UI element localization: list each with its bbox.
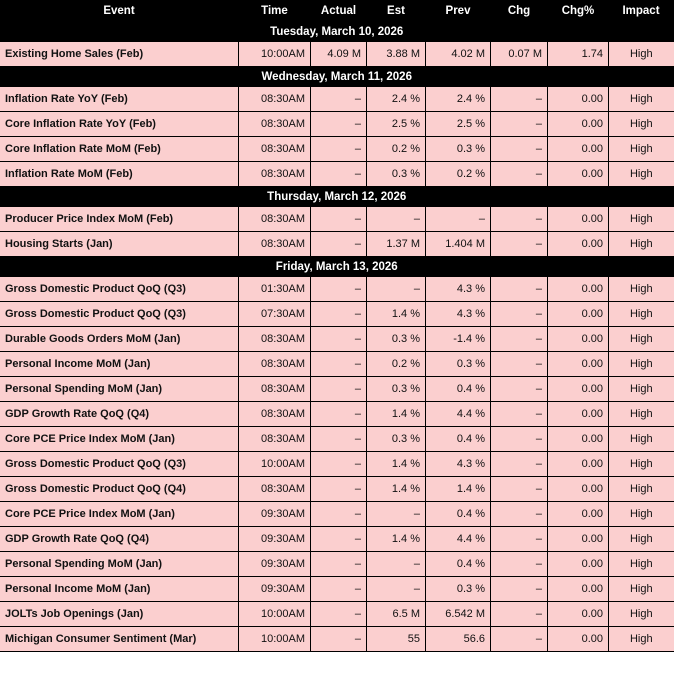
table-row[interactable] [0,302,674,327]
date-group-header [0,257,674,278]
cell-est: 1.37 M [367,232,426,257]
cell-time: 08:30AM [239,232,311,257]
cell-time: 07:30AM [239,302,311,327]
table-row[interactable] [0,87,674,112]
cell-time: 10:00AM [239,602,311,627]
cell-chg: – [491,277,548,302]
cell-event-name: Core PCE Price Index MoM (Jan) [0,427,239,452]
cell-actual: – [311,377,367,402]
cell-prev: 4.3 % [426,302,491,327]
cell-chg: – [491,402,548,427]
cell-chg-percent: 0.00 [548,352,609,377]
table-row[interactable] [0,137,674,162]
cell-est: 0.3 % [367,327,426,352]
column-header-time[interactable]: Time [239,0,311,22]
cell-chg-percent: 0.00 [548,602,609,627]
cell-chg-percent: 0.00 [548,112,609,137]
cell-chg-percent: 0.00 [548,527,609,552]
cell-prev: 0.3 % [426,577,491,602]
cell-event-name: Core PCE Price Index MoM (Jan) [0,502,239,527]
cell-impact: High [609,327,674,352]
column-header-actual[interactable]: Actual [311,0,367,22]
cell-chg-percent: 0.00 [548,277,609,302]
cell-chg-percent: 0.00 [548,137,609,162]
cell-prev: 0.4 % [426,502,491,527]
cell-chg-percent: 0.00 [548,232,609,257]
cell-chg-percent: 0.00 [548,162,609,187]
cell-impact: High [609,137,674,162]
cell-chg: – [491,527,548,552]
cell-event-name: Personal Spending MoM (Jan) [0,377,239,402]
cell-impact: High [609,87,674,112]
table-row[interactable] [0,162,674,187]
cell-est: – [367,207,426,232]
cell-est: 0.3 % [367,377,426,402]
cell-actual: – [311,452,367,477]
cell-chg: – [491,162,548,187]
cell-event-name: Inflation Rate YoY (Feb) [0,87,239,112]
cell-prev: 4.3 % [426,452,491,477]
table-row[interactable] [0,577,674,602]
cell-actual: – [311,577,367,602]
cell-prev: 0.3 % [426,352,491,377]
cell-prev: 0.4 % [426,552,491,577]
cell-est: 0.3 % [367,427,426,452]
cell-impact: High [609,162,674,187]
cell-chg-percent: 0.00 [548,452,609,477]
column-header-prev[interactable]: Prev [426,0,491,22]
date-group-header [0,22,674,42]
cell-prev: 4.4 % [426,402,491,427]
cell-event-name: Durable Goods Orders MoM (Jan) [0,327,239,352]
column-header-chg[interactable]: Chg [491,0,548,22]
cell-est: – [367,502,426,527]
cell-chg: – [491,112,548,137]
table-row[interactable] [0,277,674,302]
column-header-est[interactable]: Est [367,0,426,22]
cell-impact: High [609,352,674,377]
cell-chg-percent: 0.00 [548,577,609,602]
date-group-header [0,67,674,88]
date-group-label: Thursday, March 12, 2026 [0,187,674,208]
cell-actual: – [311,87,367,112]
cell-time: 01:30AM [239,277,311,302]
cell-chg-percent: 0.00 [548,502,609,527]
cell-chg: – [491,302,548,327]
cell-impact: High [609,377,674,402]
cell-impact: High [609,577,674,602]
cell-event-name: Personal Income MoM (Jan) [0,352,239,377]
cell-actual: – [311,207,367,232]
cell-impact: High [609,302,674,327]
table-row[interactable] [0,42,674,67]
cell-chg-percent: 0.00 [548,552,609,577]
date-group-header [0,187,674,208]
cell-actual: – [311,502,367,527]
cell-est: 0.2 % [367,352,426,377]
cell-chg: – [491,602,548,627]
cell-est: 3.88 M [367,42,426,67]
table-row[interactable] [0,477,674,502]
cell-est: 2.5 % [367,112,426,137]
cell-event-name: Gross Domestic Product QoQ (Q3) [0,277,239,302]
cell-est: 55 [367,627,426,652]
cell-actual: – [311,232,367,257]
cell-event-name: Existing Home Sales (Feb) [0,42,239,67]
cell-actual: – [311,302,367,327]
table-row[interactable] [0,427,674,452]
cell-prev: 0.4 % [426,377,491,402]
cell-time: 10:00AM [239,42,311,67]
cell-actual: – [311,352,367,377]
cell-event-name: Inflation Rate MoM (Feb) [0,162,239,187]
cell-time: 08:30AM [239,377,311,402]
cell-actual: – [311,112,367,137]
table-row[interactable] [0,502,674,527]
cell-chg: – [491,502,548,527]
cell-event-name: Housing Starts (Jan) [0,232,239,257]
cell-time: 10:00AM [239,627,311,652]
cell-impact: High [609,527,674,552]
cell-time: 08:30AM [239,207,311,232]
cell-impact: High [609,207,674,232]
table-body [0,22,674,652]
cell-actual: – [311,327,367,352]
cell-est: 1.4 % [367,477,426,502]
cell-chg: – [491,627,548,652]
cell-prev: – [426,207,491,232]
header-row [0,0,674,22]
table-row[interactable] [0,112,674,137]
cell-est: 1.4 % [367,402,426,427]
cell-time: 09:30AM [239,527,311,552]
cell-time: 08:30AM [239,162,311,187]
cell-time: 08:30AM [239,427,311,452]
cell-event-name: Core Inflation Rate MoM (Feb) [0,137,239,162]
cell-chg-percent: 0.00 [548,327,609,352]
table-row[interactable] [0,627,674,652]
cell-impact: High [609,402,674,427]
cell-actual: – [311,602,367,627]
cell-chg-percent: 0.00 [548,377,609,402]
table-row[interactable] [0,552,674,577]
date-group-label: Wednesday, March 11, 2026 [0,67,674,88]
cell-actual: – [311,477,367,502]
cell-chg: – [491,377,548,402]
cell-event-name: Gross Domestic Product QoQ (Q4) [0,477,239,502]
cell-chg-percent: 1.74 [548,42,609,67]
date-group-label: Tuesday, March 10, 2026 [0,22,674,42]
cell-event-name: Producer Price Index MoM (Feb) [0,207,239,232]
column-header-chg-percent[interactable]: Chg% [548,0,609,22]
cell-est: 1.4 % [367,452,426,477]
table-row[interactable] [0,327,674,352]
cell-prev: 56.6 [426,627,491,652]
cell-prev: 0.4 % [426,427,491,452]
cell-prev: 2.4 % [426,87,491,112]
cell-impact: High [609,452,674,477]
cell-prev: 0.3 % [426,137,491,162]
cell-chg: – [491,477,548,502]
cell-actual: – [311,527,367,552]
cell-prev: 1.404 M [426,232,491,257]
cell-actual: 4.09 M [311,42,367,67]
cell-actual: – [311,137,367,162]
cell-prev: 4.4 % [426,527,491,552]
cell-actual: – [311,402,367,427]
cell-chg: – [491,207,548,232]
cell-time: 10:00AM [239,452,311,477]
cell-impact: High [609,112,674,137]
cell-chg: – [491,427,548,452]
cell-prev: 0.2 % [426,162,491,187]
cell-actual: – [311,162,367,187]
table-row[interactable] [0,377,674,402]
cell-chg: – [491,137,548,162]
cell-impact: High [609,477,674,502]
cell-prev: 1.4 % [426,477,491,502]
cell-time: 08:30AM [239,87,311,112]
cell-time: 08:30AM [239,327,311,352]
cell-chg-percent: 0.00 [548,427,609,452]
cell-event-name: Gross Domestic Product QoQ (Q3) [0,302,239,327]
cell-time: 08:30AM [239,112,311,137]
cell-est: 0.2 % [367,137,426,162]
cell-time: 09:30AM [239,502,311,527]
cell-time: 08:30AM [239,137,311,162]
table-row[interactable] [0,402,674,427]
column-header-event[interactable]: Event [0,0,239,22]
cell-chg-percent: 0.00 [548,477,609,502]
table-row[interactable] [0,602,674,627]
cell-impact: High [609,232,674,257]
cell-chg: – [491,552,548,577]
cell-est: 2.4 % [367,87,426,112]
cell-impact: High [609,42,674,67]
cell-event-name: GDP Growth Rate QoQ (Q4) [0,402,239,427]
cell-chg: – [491,87,548,112]
column-header-impact[interactable]: Impact [609,0,674,22]
date-group-label: Friday, March 13, 2026 [0,257,674,278]
cell-time: 08:30AM [239,402,311,427]
cell-impact: High [609,602,674,627]
cell-chg: – [491,577,548,602]
cell-chg: 0.07 M [491,42,548,67]
cell-event-name: Gross Domestic Product QoQ (Q3) [0,452,239,477]
cell-chg-percent: 0.00 [548,87,609,112]
cell-time: 09:30AM [239,577,311,602]
cell-chg-percent: 0.00 [548,402,609,427]
cell-est: – [367,277,426,302]
cell-time: 08:30AM [239,352,311,377]
cell-event-name: Core Inflation Rate YoY (Feb) [0,112,239,137]
cell-event-name: Michigan Consumer Sentiment (Mar) [0,627,239,652]
cell-actual: – [311,627,367,652]
table-row[interactable] [0,527,674,552]
cell-impact: High [609,277,674,302]
cell-prev: -1.4 % [426,327,491,352]
cell-chg: – [491,452,548,477]
cell-actual: – [311,277,367,302]
cell-event-name: JOLTs Job Openings (Jan) [0,602,239,627]
cell-actual: – [311,427,367,452]
table-row[interactable] [0,452,674,477]
cell-chg-percent: 0.00 [548,207,609,232]
cell-est: 0.3 % [367,162,426,187]
cell-chg: – [491,352,548,377]
cell-chg: – [491,327,548,352]
cell-chg: – [491,232,548,257]
cell-event-name: Personal Spending MoM (Jan) [0,552,239,577]
table-row[interactable] [0,352,674,377]
cell-impact: High [609,552,674,577]
cell-est: – [367,552,426,577]
table-row[interactable] [0,232,674,257]
cell-prev: 2.5 % [426,112,491,137]
cell-time: 08:30AM [239,477,311,502]
table-row[interactable] [0,207,674,232]
cell-est: 1.4 % [367,527,426,552]
cell-time: 09:30AM [239,552,311,577]
cell-impact: High [609,427,674,452]
cell-prev: 6.542 M [426,602,491,627]
cell-est: 1.4 % [367,302,426,327]
cell-event-name: GDP Growth Rate QoQ (Q4) [0,527,239,552]
cell-prev: 4.3 % [426,277,491,302]
cell-impact: High [609,627,674,652]
cell-est: 6.5 M [367,602,426,627]
cell-impact: High [609,502,674,527]
cell-chg-percent: 0.00 [548,302,609,327]
cell-event-name: Personal Income MoM (Jan) [0,577,239,602]
cell-est: – [367,577,426,602]
cell-chg-percent: 0.00 [548,627,609,652]
cell-prev: 4.02 M [426,42,491,67]
cell-actual: – [311,552,367,577]
table-header [0,0,674,22]
